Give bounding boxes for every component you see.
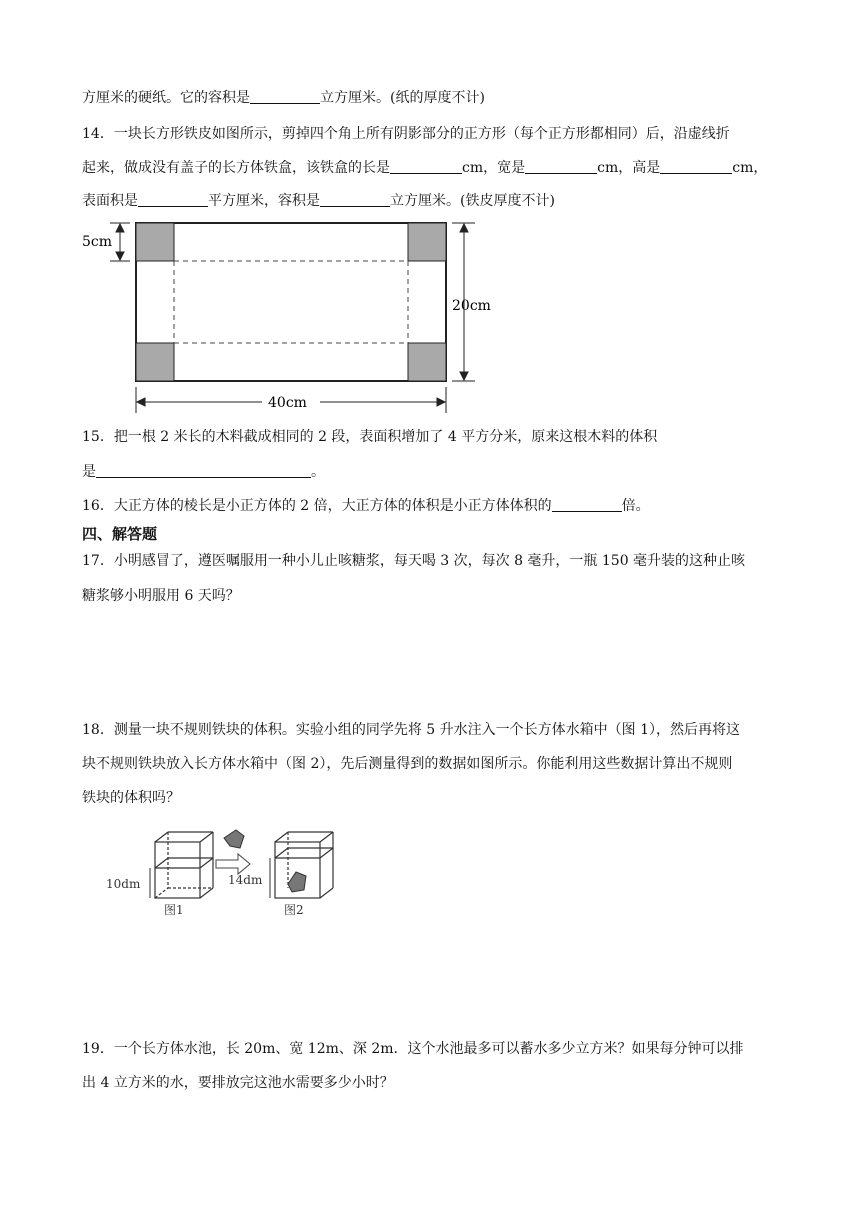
q17-line-2: 糖浆够小明服用 6 天吗？: [82, 588, 240, 604]
iron-block-in-tank: [288, 872, 306, 892]
q14-text: cm，: [732, 160, 768, 176]
answer-blank-length[interactable]: [390, 159, 462, 174]
corner-square-bottom-right: [408, 343, 446, 381]
corner-square-bottom-left: [136, 343, 174, 381]
q14-text: 立方厘米。(铁皮厚度不计): [390, 193, 555, 209]
corner-square-top-left: [136, 223, 174, 261]
answer-blank-height[interactable]: [660, 159, 732, 174]
q15-text: 。: [311, 464, 325, 480]
q16-text: 16．大正方体的棱长是小正方体的 2 倍，大正方体的体积是小正方体体积的: [82, 498, 552, 514]
dimension-left: [110, 223, 130, 261]
label-40cm: 40cm: [268, 395, 307, 411]
label-5cm: 5cm: [82, 234, 113, 250]
q16-text: 倍。: [621, 498, 650, 514]
arrow-right-icon: [216, 854, 250, 874]
section-heading: 四、解答题: [82, 525, 158, 543]
q14-text: 平方厘米，容积是: [208, 193, 320, 209]
q14-text: cm，宽是: [462, 160, 526, 176]
q14-line-1: 14．一块长方形铁皮如图所示，剪掉四个角上所有阴影部分的正方形（每个正方形都相同）后，沿虚线折: [82, 126, 730, 142]
answer-blank-width[interactable]: [525, 159, 597, 174]
water-tank-figure: [100, 822, 340, 922]
label-20cm: 20cm: [452, 298, 491, 314]
q14-text: 表面积是: [82, 193, 138, 209]
q15-line-1: 15．把一根 2 米长的木料截成相同的 2 段，表面积增加了 4 平方分米，原来这根木料的体积: [82, 429, 658, 445]
q18-line-2: 块不规则铁块放入长方体水箱中（图 2），先后测量得到的数据如图所示。你能利用这些数据计算出不规则: [82, 756, 733, 772]
q15-line-2: [82, 462, 325, 482]
q13-text: 方厘米的硬纸。它的容积是: [82, 90, 250, 106]
caption-fig1: 图1: [164, 903, 184, 917]
q14-text: 起来，做成没有盖子的长方体铁盒，该铁盒的长是: [82, 160, 390, 176]
q17-line-1: 17．小明感冒了，遵医嘱服用一种小儿止咳糖浆，每天喝 3 次，每次 8 毫升，一瓶 150 毫升装的这种止咳: [82, 553, 746, 569]
answer-blank[interactable]: [552, 497, 622, 512]
iron-block: [224, 830, 244, 848]
label-10dm: 10dm: [106, 877, 141, 891]
corner-square-top-right: [408, 223, 446, 261]
tank-1: [155, 832, 213, 898]
q14-line-3: [82, 191, 555, 211]
q18-line-3: 铁块的体积吗？: [82, 790, 180, 806]
q14-text: cm，高是: [597, 160, 661, 176]
q15-text: 是: [82, 464, 96, 480]
q13-text-end: 立方厘米。(纸的厚度不计): [320, 90, 485, 106]
answer-blank-surface-area[interactable]: [138, 192, 208, 207]
q16-line: [82, 496, 650, 516]
answer-blank[interactable]: [250, 89, 320, 104]
caption-fig2: 图2: [284, 903, 304, 917]
q19-line-1: 19．一个长方体水池，长 20m、宽 12m、深 2m．这个水池最多可以蓄水多少立方米？如果每分钟可以排: [82, 1041, 744, 1057]
label-14dm: 14dm: [228, 873, 263, 887]
answer-blank[interactable]: [96, 463, 311, 478]
q18-line-1: 18．测量一块不规则铁块的体积。实验小组的同学先将 5 升水注入一个长方体水箱中（图 1），然后再将这: [82, 722, 740, 738]
answer-blank-volume[interactable]: [320, 192, 390, 207]
q19-line-2: 出 4 立方米的水，要排放完这池水需要多少小时？: [82, 1075, 394, 1091]
q14-line-2: [82, 158, 767, 178]
iron-sheet-figure: [80, 215, 500, 420]
q13-continuation: [82, 88, 485, 108]
iron-sheet-outline: [136, 223, 446, 381]
